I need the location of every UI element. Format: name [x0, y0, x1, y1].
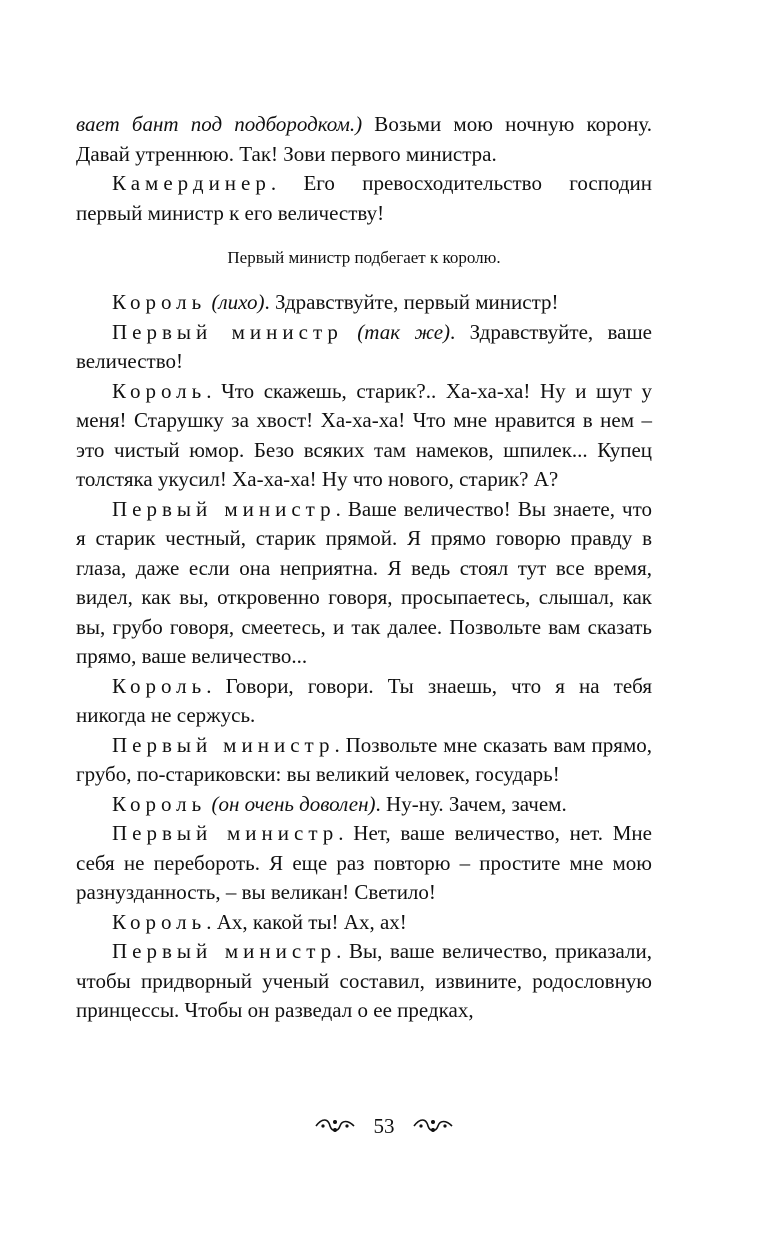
dialogue-text: . Позвольте мне сказать вам прямо, грубо, по-стариковски: вы великий человек, государь! — [76, 732, 652, 786]
ornament-right-icon — [412, 1112, 454, 1136]
speaker-name: Король — [112, 673, 207, 698]
page-body — [76, 110, 652, 1026]
dialogue-text: . Ну-ну. Зачем, зачем. — [375, 791, 567, 816]
paragraph-6 — [76, 495, 652, 672]
page-number: 53 — [373, 1113, 395, 1138]
paragraph-12 — [76, 937, 652, 1026]
stage-direction: (он очень доволен) — [206, 791, 376, 816]
dialogue-text: . Ах, какой ты! Ах, ах! — [206, 909, 407, 934]
paragraph-5 — [76, 377, 652, 495]
speaker-name: Камердинер — [112, 171, 271, 195]
dialogue-text: . Говори, говори. Ты знаешь, что я на тебя никогда не сержусь. — [76, 673, 652, 727]
dialogue-text: . Здравствуйте, ваше величество! — [76, 319, 652, 373]
stage-direction: (лихо) — [206, 290, 265, 314]
speaker-name: Первый министр — [112, 319, 343, 344]
dialogue-text: Возьми мою ночную корону. Давай утреннюю. Так! Зови первого министра. — [76, 112, 652, 166]
speaker-name: Первый министр — [112, 821, 339, 845]
paragraph-4 — [76, 318, 652, 377]
paragraph-3 — [76, 288, 652, 318]
paragraph-2 — [76, 169, 652, 228]
paragraph-7 — [76, 672, 652, 731]
speaker-name: Первый министр — [112, 939, 337, 963]
speaker-name: Первый министр — [112, 732, 335, 757]
speaker-name: Король — [112, 290, 207, 314]
speaker-name: Первый министр — [112, 496, 336, 521]
stage-direction: (так же) — [342, 319, 451, 344]
paragraph-8 — [76, 731, 652, 790]
speaker-name: Король — [112, 909, 207, 934]
stage-direction-line: Первый министр подбегает к королю. — [227, 248, 501, 267]
paragraph-1 — [76, 110, 652, 169]
paragraph-9 — [76, 790, 652, 820]
dialogue-text: . Его превосходительство господин первый министр к его величеству! — [76, 171, 652, 225]
dialogue-text: . Вы, ваше величество, приказали, чтобы придворный ученый составил, извините, родословную принцессы. Чтобы он разведал о ее предках, — [76, 939, 652, 1022]
stage-direction: вает бант под подбородком.) — [76, 112, 363, 136]
dialogue-text: . Здравствуйте, первый министр! — [264, 290, 559, 314]
paragraph-10 — [76, 819, 652, 908]
speaker-name: Король — [112, 378, 207, 403]
page-footer — [0, 1112, 768, 1139]
dialogue-text: . Нет, ваше величество, нет. Мне себя не перебороть. Я еще раз повторю – простите мне мою разнузданность, – вы великан! Светило! — [76, 821, 652, 904]
dialogue-text: . Ваше величество! Вы знаете, что я старик честный, старик прямой. Я прямо говорю правду в глаза, даже если она неприятна. Я ведь стоял тут все время, видел, как вы, откровенно говоря, просыпаетесь, слышал, как вы, грубо говоря, смеетесь, и так далее. Позвольте вам сказать прямо, ваше величество... — [76, 496, 652, 668]
dialogue-text: . Что скажешь, старик?.. Ха-ха-ха! Ну и шут у меня! Старушку за хвост! Ха-ха-ха! Что мне нравится в нем – это чистый юмор. Безо всяких там намеков, шпилек... Купец толстяка укусил! Ха-ха-ха! Ну что нового, старик? А? — [76, 378, 652, 491]
speaker-name: Король — [112, 791, 207, 816]
paragraph-11 — [76, 908, 652, 938]
ornament-left-icon — [314, 1112, 361, 1136]
